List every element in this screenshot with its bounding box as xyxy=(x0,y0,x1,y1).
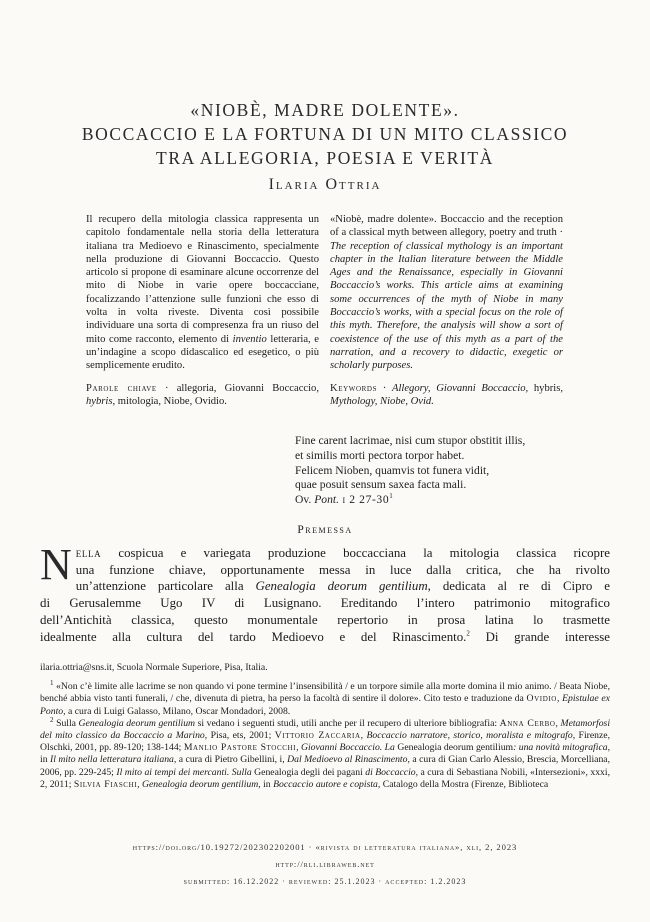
epigraph-source: Ov. Pont. i 2 $27-30^1$ xyxy=(295,492,393,507)
author-affiliation: ilaria.ottria@sns.it, Scuola Normale Superiore, Pisa, Italia. xyxy=(40,662,268,673)
footer-doi-line: https://doi.org/10.19272/202302202001 · «rivista di letteratura italiana», xli, 2, 2023 xyxy=(132,842,518,852)
footnote-2: $^2$ Sulla Genealogia deorum gentilium si vedano i seguenti studi, utili anche per il recupero di ulteriore bibliografia: Anna Cerbo, Metamorfosi del mito classico da Boccaccio a Marino, Pisa, ets, 2001; Vittorio Zaccaria, Boccaccio narratore, storico, moralista e mitografo, Firenze, Olschki, 2001, pp. 89-120; 138-144; Manlio Pastore Stocchi, Giovanni Boccaccio. La Genealogia deorum gentilium: una novità mitografica, in Il mito nella letteratura italiana, a cura di Pietro Gibellini, i, Dal Medioevo al Rinascimento, a cura di Gian Carlo Alessio, Brescia, Morcelliana, 2006, pp. 229-245; Il mito ai tempi dei mercanti. Sulla Genealogia degli dei pagani di Boccaccio, a cura di Sebastiana Nobili, «Intersezioni», xxxi, 2, 2011; Silvia Fiaschi, Genealogia deorum gentilium, in Boccaccio autore e copista, Catalogo della Mostra (Firenze, Biblioteca xyxy=(40,715,611,790)
abstract-english xyxy=(330,213,563,408)
epigraph-line: Felicem Nioben, quamvis tot funera vidit, xyxy=(295,463,490,477)
body-line: un’attenzione particolare alla Genealogia deorum gentilium, dedicata al re di Cipro e xyxy=(75,579,610,594)
body-line: dell’Antichità classica, questo monumentale repertorio in prosa latina lo trasmette xyxy=(40,612,610,627)
title-line-3: TRA ALLEGORIA, POESIA E VERITÀ xyxy=(156,148,494,168)
body-line: una funzione chiave, opportunamente messa in luce dalla critica, che ha rivolto xyxy=(75,562,610,577)
footnote-1: $^1$ «Non c’è limite alle lacrime se non quando vi pone termine l’insensibilità / e un torpore simile alla morte domina il mio animo. / Beata Niobe, benché abbia visto tanti funerali, / che, divenuta di pietra, ha perso la facoltà di sentire il dolore». Cito testo e traduzione da Ovidio, Epistulae ex Ponto, a cura di Luigi Galasso, Milano, Oscar Mondadori, 2008. xyxy=(40,678,610,717)
keywords-english: Keywords · Allegory, Giovanni Boccaccio, hybris, Mythology, Niobe, Ovid. xyxy=(330,382,563,407)
epigraph-line: Fine carent lacrimae, nisi cum stupor obstitit illis, xyxy=(295,434,526,447)
title-line-1: «NIOBÈ, MADRE DOLENTE». xyxy=(190,100,460,120)
body-line: di Gerusalemme Ugo IV di Lusignano. Ereditando l’intero patrimonio mitografico xyxy=(40,596,610,611)
body-line: idealmente alla cultura del tardo Medioevo e del Rinascimento.$^2$ Di grande interesse xyxy=(40,629,610,644)
footer-website-link[interactable]: http://rli.libraweb.net xyxy=(275,859,375,869)
keywords-italian: Parole chiave · allegoria, Giovanni Boccaccio, hybris, mitologia, Niobe, Ovidio. xyxy=(86,382,319,407)
epigraph xyxy=(295,434,525,508)
footnotes xyxy=(40,662,610,791)
abstract-italian xyxy=(86,213,319,408)
abstract-english-text: «Niobè, madre dolente». Boccaccio and the reception of a classical myth between allegory, poetry and truth · The reception of classical mythology is an important chapter in the Italian literature between the Middle Ages and the Renaissance, especially in Giovanni Boccaccio’s works. This article aims at examining some occurrences of the myth of Niobe in many Boccaccio’s works, with a special focus on the role of this myth. Therefore, the analysis will show a sort of coexistence of the use of this myth as a part of the narration, and a recovery to didactic, exegetic or scholarly purposes. xyxy=(330,214,563,372)
body-text xyxy=(40,540,610,645)
epigraph-line: et similis morti pectora torpor habet. xyxy=(295,448,465,462)
body-line: ella cospicua e variegata produzione boccacciana la mitologia classica ricopre xyxy=(75,546,610,560)
author-name: Ilaria Ottria xyxy=(268,176,382,193)
footer-dates: submitted: 16.12.2022 · reviewed: 25.1.2023 · accepted: 1.2.2023 xyxy=(183,877,467,886)
title-line-2: BOCCACCIO E LA FORTUNA DI UN MITO CLASSICO xyxy=(81,124,569,144)
drop-cap: N xyxy=(40,540,72,589)
section-heading: Premessa xyxy=(297,524,353,536)
abstract-italian-text: Il recupero della mitologia classica rappresenta un capitolo fondamentale nella storia della letteratura italiana tra Medioevo e Rinascimento, specialmente nella produzione di Giovanni Boccaccio. Questo articolo si propone di esaminare alcune occorrenze del mito di Niobe in varie opere boccacciane, focalizzando l’attenzione sulle funzioni che esso di volta in volta riveste. Diventa così possibile individuare una sorta di compresenza fra un riuso del mito come racconto, elemento di inventio letteraria, e un’indagine a scopo didascalico ed esegetico, o più semplicemente erudito. xyxy=(86,214,319,372)
epigraph-line: quae posuit sensum saxea facta mali. xyxy=(295,478,467,492)
article-title xyxy=(40,98,610,170)
